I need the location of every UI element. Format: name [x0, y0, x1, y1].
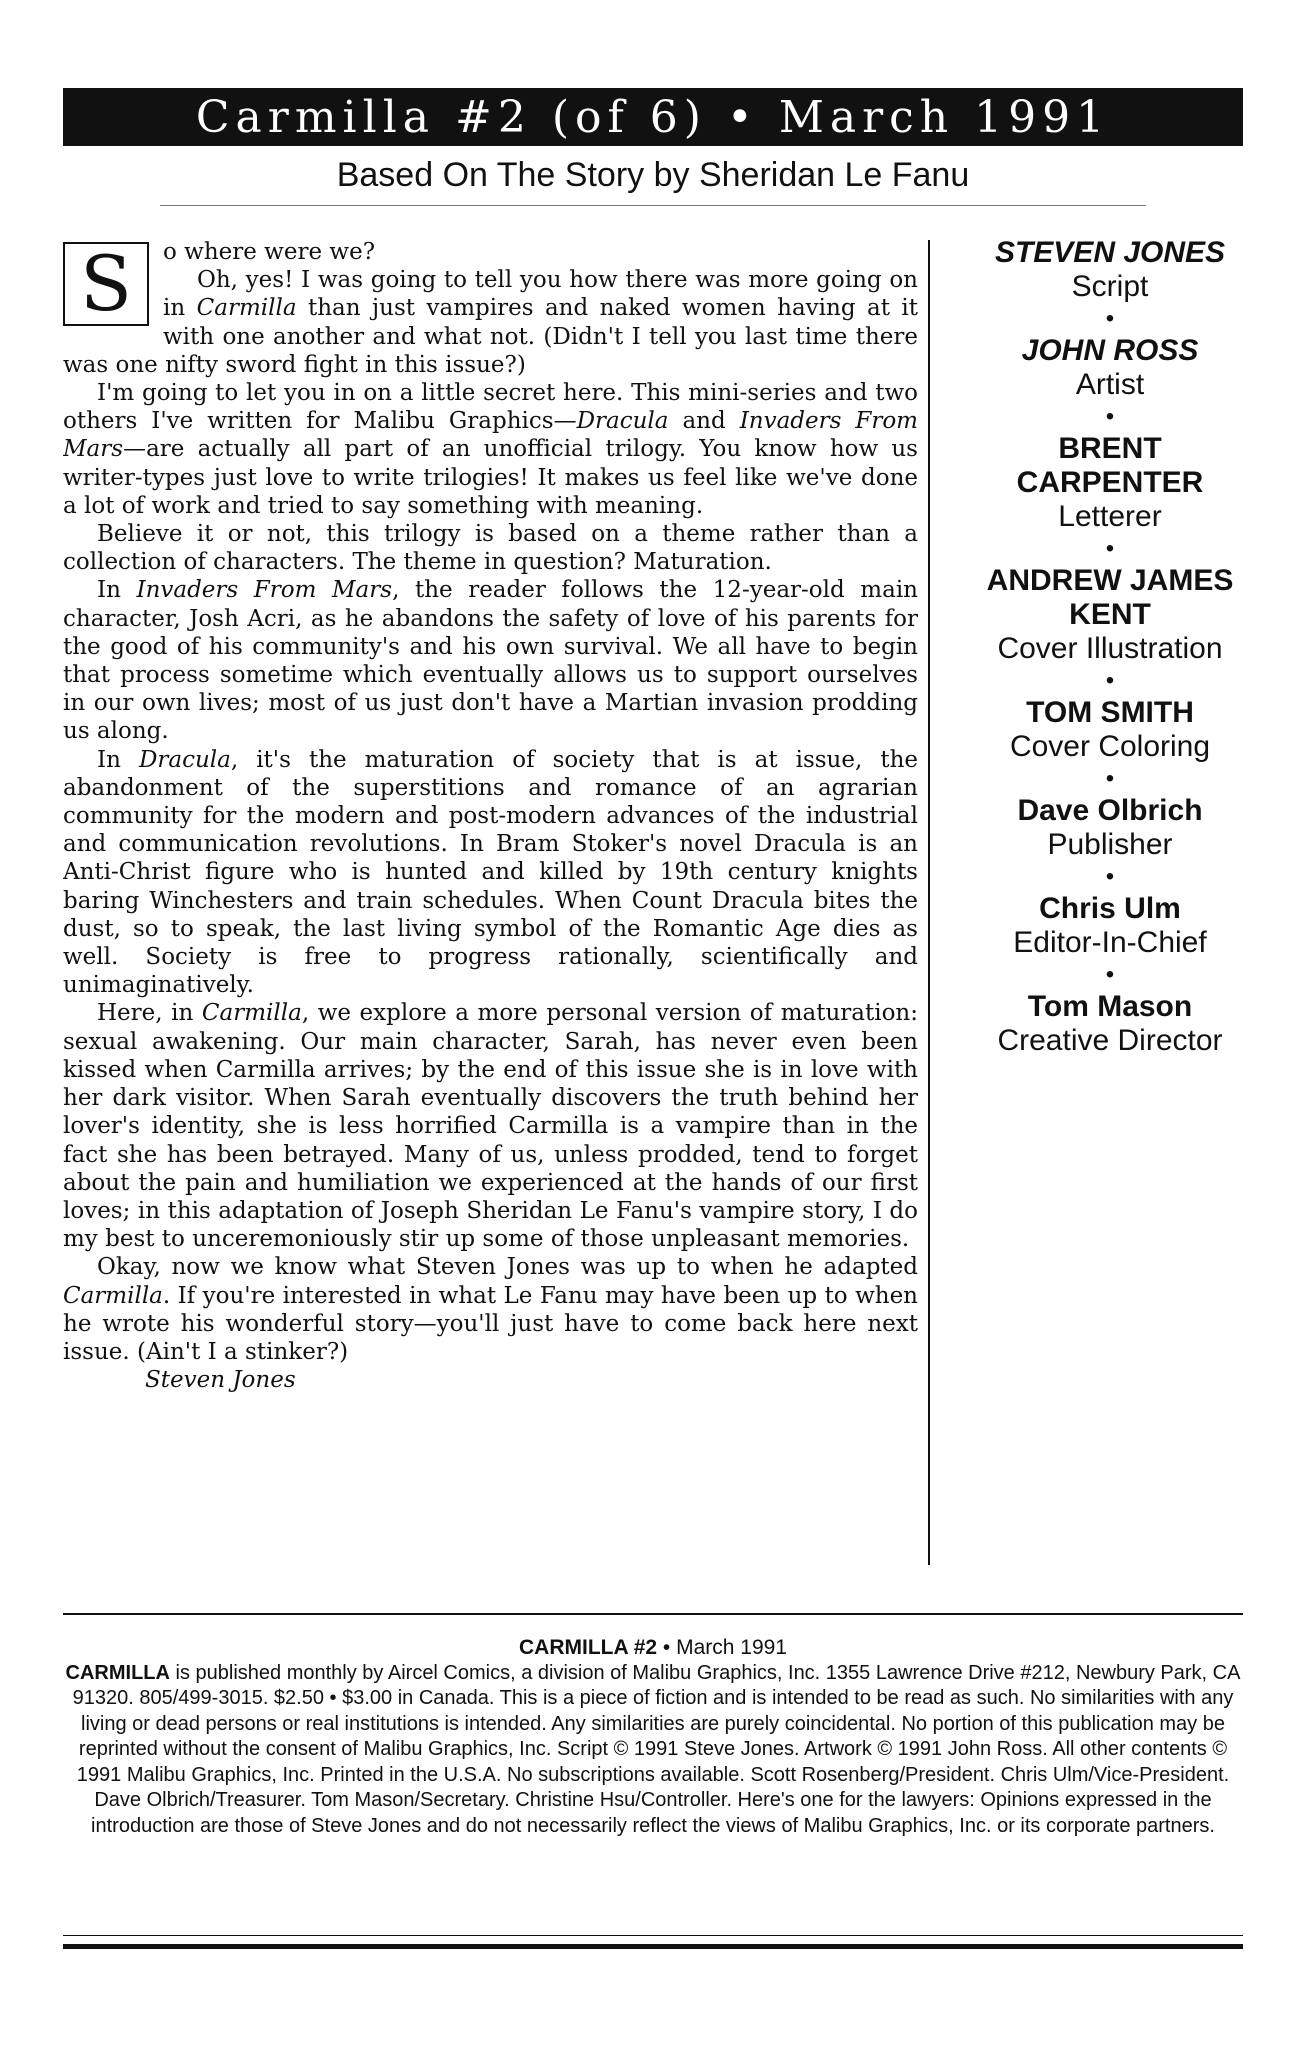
- credit-role: Cover Coloring: [1009, 730, 1211, 763]
- paragraph-7: [63, 999, 918, 1253]
- colophon-heading-title: CARMILLA #2: [519, 1636, 658, 1659]
- text-run: Okay, now we know what Steven Jones was up to when he adapted: [97, 1254, 918, 1281]
- paragraph-8: [63, 1253, 918, 1366]
- paragraph-6: [63, 746, 918, 1000]
- credit-name: ANDREW JAMES KENT: [986, 564, 1234, 631]
- colophon-heading-date: • March 1991: [657, 1636, 787, 1659]
- credit-role: Creative Director: [997, 1024, 1223, 1057]
- text-run: than just vampires and naked women having at it with one another and what not. (Didn't I tell you last time there was one nifty sword fight in this issue?): [63, 295, 918, 378]
- credit-separator: •: [1105, 765, 1115, 792]
- credit-role: Letterer: [1058, 500, 1162, 533]
- credit-name: BRENT CARPENTER: [1016, 432, 1204, 499]
- credit-role: Publisher: [1047, 828, 1173, 861]
- paragraph-4: Believe it or not, this trilogy is based on a theme rather than a collection of characters. The theme in question? Maturation.: [63, 521, 918, 576]
- author-signature: Steven Jones: [145, 1367, 296, 1394]
- credit-separator: •: [1105, 403, 1115, 430]
- text-run: , we explore a more personal version of maturation: sexual awakening. Our main character, Sarah, has never even been kissed when Carmilla arrives; by the end of this issue she is in love with her dark visitor. When Sarah eventually discovers the truth behind her lover's identity, she is less horrified Carmilla is a vampire than in the fact she has been betrayed. Many of us, unless prodded, tend to forget about the pain and humiliation we experienced at the hands of our first loves; in this adaptation of Joseph Sheridan Le Fanu's vampire story, I do my best to unceremoniously stir up some of those unpleasant memories.: [63, 1000, 918, 1253]
- credit-name: Dave Olbrich: [1017, 794, 1203, 827]
- text-run: and: [668, 408, 740, 435]
- drop-cap: S: [63, 242, 149, 326]
- text-run: In: [97, 577, 137, 604]
- text-run: . If you're interested in what Le Fanu may have been up to when he wrote his wonderful story—you'll just have to come back here next issue. (Ain't I a stinker?): [63, 1282, 918, 1365]
- text-run: Oh, yes! I was going to tell you how there was more going on in: [163, 267, 918, 322]
- title-emphasis: Carmilla: [201, 1000, 302, 1027]
- column-divider: [928, 240, 930, 1565]
- credit-name: JOHN ROSS: [1021, 334, 1199, 367]
- text-run: , it's the maturation of society that is at issue, the abandonment of the superstitions and romance of an agrarian community for the modern and post-modern advances of the industrial and communication revolutions. In Bram Stoker's novel Dracula is an Anti-Christ figure who is hunted and killed by 19th century knights baring Winchesters and train schedules. When Count Dracula bites the dust, so to speak, the last living symbol of the Romantic Age dies as well. Society is free to progress rationally, scientifically and unimaginatively.: [63, 746, 918, 999]
- paragraph-5: [63, 576, 918, 745]
- colophon: [63, 1635, 1243, 1839]
- credit-role: Editor-In-Chief: [1013, 926, 1207, 959]
- colophon-body: is published monthly by Aircel Comics, a division of Malibu Graphics, Inc. 1355 Lawrence Drive #212, Newbury Park, CA 91320. 805/499-3015. $2.50 • $3.00 in Canada. This is a piece of fiction and is intended to be read as such. No similarities with any living or dead persons or real institutions is intended. Any similarities are purely coincidental. No portion of this publication may be reprinted without the consent of Malibu Graphics, Inc. Script © 1991 Steve Jones. Artwork © 1991 John Ross. All other contents © 1991 Malibu Graphics, Inc. Printed in the U.S.A. No subscriptions available. Scott Rosenberg/President. Chris Ulm/Vice-President. Dave Olbrich/Treasurer. Tom Mason/Secretary. Christine Hsu/Controller. Here's one for the lawyers: Opinions expressed in the introduction are those of Steve Jones and do not necessarily reflect the views of Malibu Graphics, Inc. or its corporate partners.: [72, 1661, 1241, 1837]
- credit-name: TOM SMITH: [1026, 696, 1194, 729]
- subtitle-divider: [160, 205, 1146, 206]
- text-run: , the reader follows the 12-year-old main character, Josh Acri, as he abandons the safety of love of his parents for the good of his community's and his own survival. We all have to begin that process sometime which eventually allows us to support ourselves in our own lives; most of us just don't have a Martian invasion prodding us along.: [63, 577, 918, 745]
- colophon-text: [63, 1661, 1243, 1840]
- credit-separator: •: [1105, 863, 1115, 890]
- credit-name: STEVEN JONES: [994, 236, 1226, 269]
- credit-name: Chris Ulm: [1039, 892, 1181, 925]
- title-emphasis: Dracula: [576, 408, 669, 435]
- footer-rule-thin: [63, 1935, 1243, 1936]
- paragraph-1-text: o where were we?: [163, 239, 376, 265]
- article-body: [63, 238, 918, 1558]
- paragraph-2: [63, 266, 918, 379]
- page-title: Carmilla #2 (of 6) • March 1991: [63, 88, 1243, 146]
- credit-role: Artist: [1075, 368, 1145, 401]
- colophon-heading: [63, 1635, 1243, 1661]
- footer-rule-thick: [63, 1944, 1243, 1949]
- credit-separator: •: [1105, 667, 1115, 694]
- text-run: —are actually all part of an unofficial trilogy. You know how us writer-types just love to write trilogies! It makes us feel like we've done a lot of work and tried to say something with meaning.: [63, 436, 918, 519]
- text-run: In: [97, 746, 139, 773]
- credit-role: Script: [1071, 270, 1149, 303]
- footer-divider: [63, 1613, 1243, 1615]
- text-run: I'm going to let you in on a little secret here. This mini-series and two others I've written for Malibu Graphics—: [63, 380, 918, 435]
- credits-column: [940, 236, 1280, 1058]
- page-subtitle: Based On The Story by Sheridan Le Fanu: [336, 156, 970, 194]
- credit-separator: •: [1105, 305, 1115, 332]
- credit-separator: •: [1105, 961, 1115, 988]
- text-run: Here, in: [97, 1000, 202, 1027]
- credit-name: Tom Mason: [1027, 990, 1193, 1023]
- credit-separator: •: [1105, 535, 1115, 562]
- colophon-title: CARMILLA: [65, 1661, 170, 1684]
- title-emphasis: Invaders From Mars: [136, 577, 393, 604]
- title-emphasis: Dracula: [138, 746, 231, 773]
- credit-role: Cover Illustration: [997, 632, 1223, 665]
- title-emphasis: Carmilla: [63, 1282, 163, 1309]
- title-emphasis: Carmilla: [196, 295, 297, 322]
- title-emphasis: Invaders From Mars: [63, 408, 918, 463]
- paragraph-3: [63, 379, 918, 520]
